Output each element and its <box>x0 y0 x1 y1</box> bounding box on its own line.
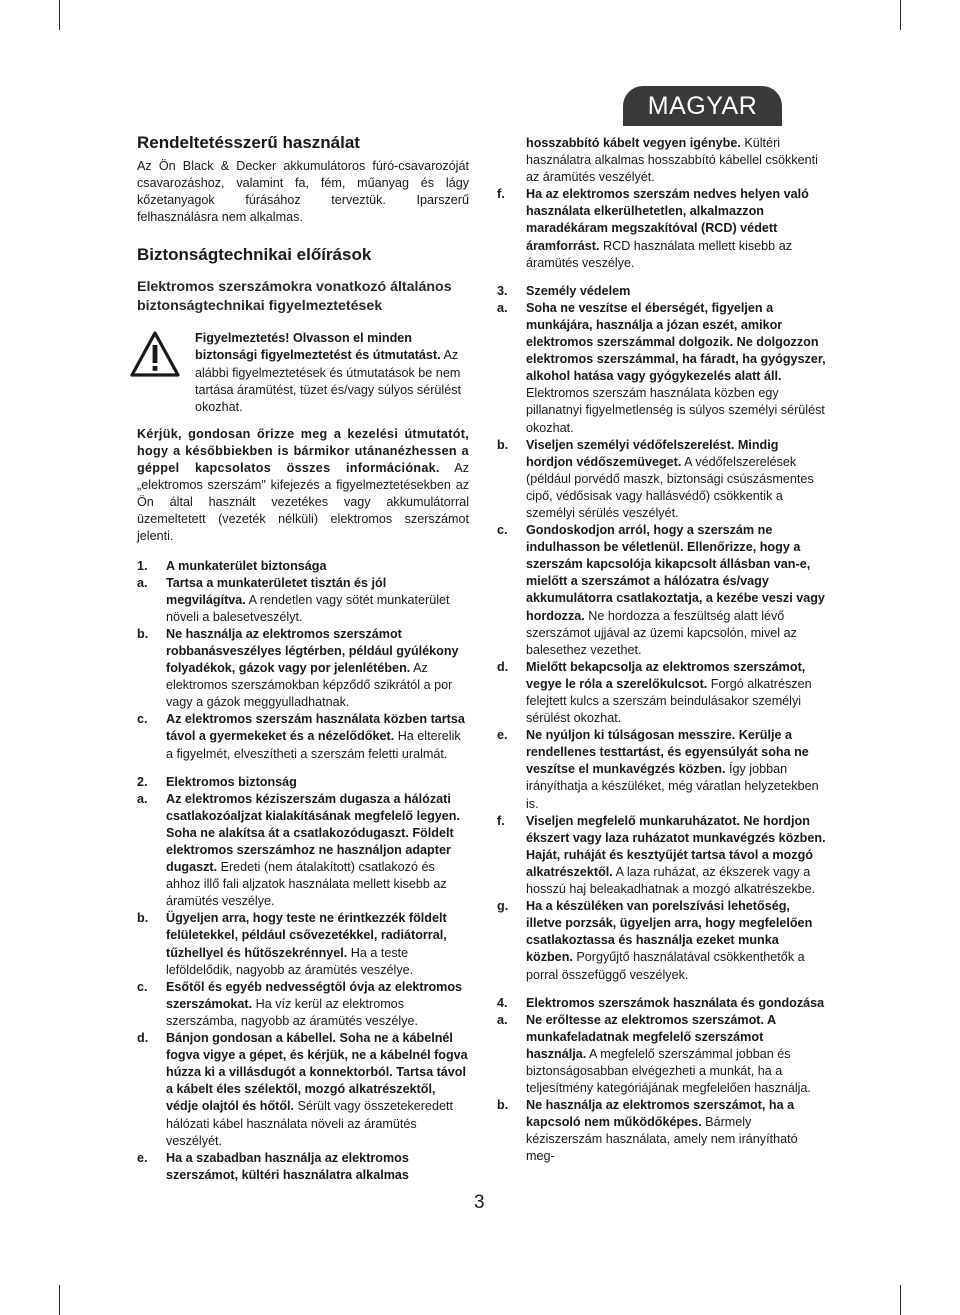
list-item: a. Ne erőltesse az elektromos szerszámot. A munkafeladatnak megfelelő szerszámot használja. A megfelelő szerszámmal jobban és biztonságosabban elvégezheti a munkát, ha a teljesítmény kategóriájának megfelelően használja. <box>497 1012 811 1096</box>
warning-block <box>137 330 469 415</box>
list-item: b. Ne használja az elektromos szerszámot, ha a kapcsoló nem működőképes. Bármely kéziszerszám használata, amely nem irányítható meg- <box>497 1098 798 1164</box>
crop-mark <box>900 0 901 30</box>
warning-bold: Figyelmeztetés! Olvasson el minden biztonsági figyelmeztetést és útmutatást. <box>195 331 441 363</box>
list-item: b. Viseljen személyi védőfelszerelést. Mindig hordjon védőszemüveget. A védőfelszerelések (például porvédő maszk, biztonsági csúszásmentes cipő, védősisak vagy hallásvédő) csökkentik a személyi sérülés veszélyét. <box>497 437 814 520</box>
left-column <box>137 132 469 1184</box>
list-item: b. Ne használja az elektromos szerszámot robbanásveszélyes légtérben, például gyúlékony folyadékok, gázok vagy por jelenlétében. Az elektromos szerszámokban képződő szikrától a por vagy a gázok meggyulladhatnak. <box>137 626 459 710</box>
list-item: c. Esőtől és egyéb nedvességtől óvja az elektromos szerszámokat. Ha víz kerül az elektromos szerszámba, nagyobb az áramütés veszélye. <box>137 979 463 1028</box>
section-title-intended-use: Rendeltetésszerű használat <box>137 133 360 152</box>
warning-triangle-icon <box>129 330 181 378</box>
safety-subtitle: Elektromos szerszámokra vonatkozó általános biztonságtechnikai figyelmeztetések <box>137 279 452 315</box>
section-title-safety: Biztonságtechnikai előírások <box>137 245 372 265</box>
crop-mark <box>900 1285 901 1315</box>
list-item: c. Az elektromos szerszám használata közben tartsa távol a gyermekeket és a nézelődőket. Ha elterelik a figyelmét, elveszítheti a szerszám feletti uralmát. <box>137 712 465 761</box>
section-1-heading: 1. A munkaterület biztonsága <box>137 558 327 573</box>
list-item: d. Mielőtt bekapcsolja az elektromos szerszámot, vegye le róla a szerelőkulcsot. Forgó alkatrészen felejtett kulcs a szerszám beindulásakor személyi sérülést okozhat. <box>497 659 812 726</box>
list-item: f. Viseljen megfelelő munkaruházatot. Ne hordjon ékszert vagy laza ruházatot munkavégzés közben. Haját, ruháját és kesztyűjét tartsa távol a mozgó alkatrészektől. A laza ruházat, az ékszerek vagy a hosszú haj beleakadhatnak a mozgó alkatrészekbe. <box>497 813 826 897</box>
language-tab: MAGYAR <box>623 86 782 126</box>
keep-manual-paragraph: Kérjük, gondosan őrizze meg a kezelési útmutatót, hogy a későbbiekben is bármikor utánanézhessen a géppel kapcsolatos összes információnak. Az „elektromos szerszám" kifejezés a figyelmeztetésekben az Ön által használt vezetékes vagy akkumulátorral üzemeltetett (vezeték nélküli) elektromos szerszámot jelenti. <box>137 426 469 544</box>
list-item: e. Ha a szabadban használja az elektromos szerszámot, kültéri használatra alkalmas <box>137 1150 409 1182</box>
list-item: a. Soha ne veszítse el éberségét, figyeljen a munkájára, használja a józan eszét, amikor elektromos szerszámmal dolgozik. Ne dolgozzon elektromos szerszámmal, ha fáradt, ha gyógyszer, alkohol hatása vagy gyógykezelés alatt áll. Elektromos szerszám használata közben egy pillanatnyi figyelmetlenség is súlyos személyi sérülést okozhat. <box>497 300 826 435</box>
section-3-heading: 3. Személy védelem <box>497 283 631 298</box>
list-item: f. Ha az elektromos szerszám nedves helyen való használata elkerülhetetlen, alkalmazzon maradékáram megszakítóval (RCD) védett áramforrást. RCD használata mellett kisebb az áramütés veszélye. <box>497 187 809 270</box>
intended-use-text: Az Ön Black & Decker akkumulátoros fúró-csavarozóját csavarozáshoz, valamint fa, fém, műanyag és lágy kőzetanyagok fúrásához terveztük. Iparszerű felhasználásra nem alkalmas. <box>137 159 469 225</box>
list-item: c. Gondoskodjon arról, hogy a szerszám ne indulhasson be véletlenül. Ellenőrizze, hogy a szerszám kapcsolója kikapcsolt állásban van-e, mielőtt a szerszámot a hálózatra és/vagy akkumulátorra csatlakoztatja, a kezébe veszi vagy hordozza. Ne hordozza a feszültség alatt lévő szerszámot ujjával az üzemi kapcsolón, mivel az balesethez vezethet. <box>497 523 825 657</box>
warning-text: Az alábbi figyelmeztetések és útmutatások be nem tartása áramütést, tüzet és/vagy súlyos sérülést okozhat. <box>195 348 461 414</box>
crop-mark <box>59 1285 60 1315</box>
list-item: a. Az elektromos kéziszerszám dugasza a hálózati csatlakozóaljzat kialakításának megfelelő legyen. Soha ne alakítsa át a csatlakozódugaszt. Földelt elektromos szerszámhoz ne használjon adapter dugaszt. Eredeti (nem átalakított) csatlakozó és ahhoz illő fali aljzatok használata mellett kisebb az áramütés veszélye. <box>137 791 460 909</box>
section-4-heading: 4. Elektromos szerszámok használata és gondozása <box>497 995 825 1010</box>
list-item: g. Ha a készüléken van porelszívási lehetőség, illetve porzsák, ügyeljen arra, hogy megfelelően csatlakoztassa és használja ezeket munka közben. Porgyűjtő használatával csökkenthetők a porral összefüggő veszélyek. <box>497 899 813 982</box>
list-item: d. Bánjon gondosan a kábellel. Soha ne a kábelnél fogva vigye a gépet, és kérjük, ne a kábelnél fogva húzza ki a villásdugót a konnektorból. Tartsa távol a kábelt éles szélektől, mozgó alkatrészektől, védje olajtól és hőtől. Sérült vagy összetekeredett hálózati kábel használata növeli az áramütés veszélyét. <box>137 1031 468 1148</box>
right-column <box>497 135 826 1166</box>
list-item: a. Tartsa a munkaterületet tisztán és jól megvilágítva. A rendetlen vagy sötét munkaterület növeli a balesetveszélyt. <box>137 575 450 624</box>
list-item: b. Ügyeljen arra, hogy teste ne érintkezzék földelt felületekkel, például csővezetékkel, radiátorral, tűzhellyel és hűtőszekrénnyel. Ha a teste leföldelődik, nagyobb az áramütés veszélye. <box>137 911 447 977</box>
section-2-heading: 2. Elektromos biztonság <box>137 774 297 789</box>
list-item: e. Ne nyúljon ki túlságosan messzire. Kerülje a rendellenes testtartást, és egyensúlyát soha ne veszítse el munkavégzés közben. Így jobban irányíthatja a készüléket, még váratlan helyzetekben is. <box>497 728 819 811</box>
page-number: 3 <box>474 1192 485 1213</box>
list-item-continued: hosszabbító kábelt vegyen igénybe. Kültéri használatra alkalmas hosszabbító kábellel csökkenti az áramütés veszélyét. <box>526 136 818 185</box>
crop-mark <box>59 0 60 30</box>
